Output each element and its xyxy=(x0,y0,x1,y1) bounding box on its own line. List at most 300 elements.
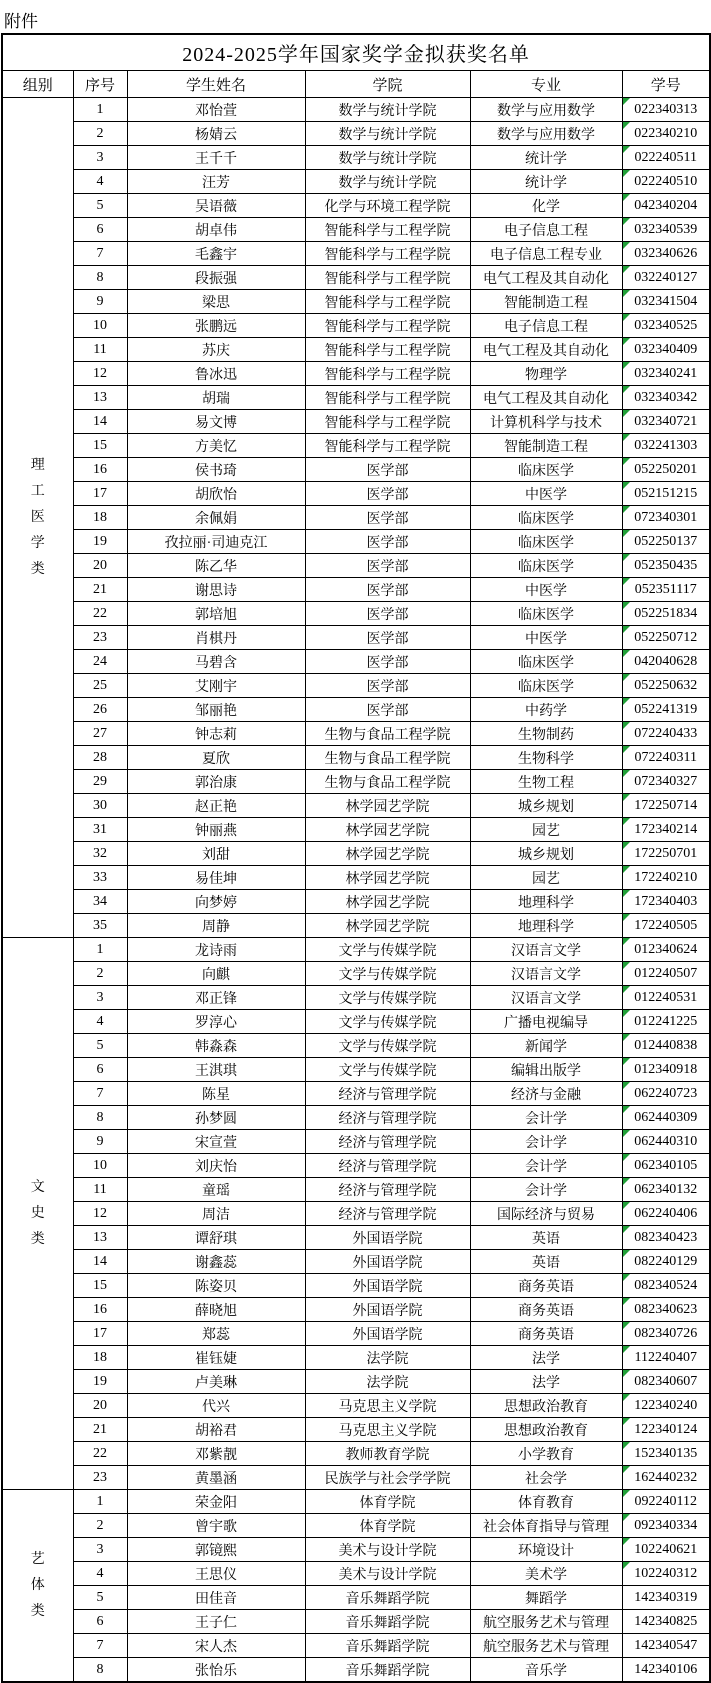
text-format-flag-icon xyxy=(623,722,630,729)
student-id-cell: 092340334 xyxy=(622,1514,710,1538)
major-cell: 中医学 xyxy=(470,578,622,602)
college-cell: 林学园艺学院 xyxy=(305,842,470,866)
text-format-flag-icon xyxy=(623,794,630,801)
table-row xyxy=(2,938,710,962)
table-row xyxy=(2,698,710,722)
text-format-flag-icon xyxy=(623,506,630,513)
table-row xyxy=(2,842,710,866)
row-index: 22 xyxy=(73,602,127,626)
text-format-flag-icon xyxy=(623,362,630,369)
text-format-flag-icon xyxy=(623,1130,630,1137)
college-cell: 医学部 xyxy=(305,554,470,578)
student-name: 易佳坤 xyxy=(127,866,305,890)
text-format-flag-icon xyxy=(623,242,630,249)
text-format-flag-icon xyxy=(623,1178,630,1185)
major-cell: 体育教育 xyxy=(470,1490,622,1514)
student-id-cell: 152340135 xyxy=(622,1442,710,1466)
row-index: 20 xyxy=(73,554,127,578)
major-cell: 生物科学 xyxy=(470,746,622,770)
table-body xyxy=(2,98,710,1683)
table-row xyxy=(2,1058,710,1082)
major-cell: 小学教育 xyxy=(470,1442,622,1466)
college-cell: 医学部 xyxy=(305,458,470,482)
group-label: 文 史 类 xyxy=(2,938,73,1490)
student-name: 杨婧云 xyxy=(127,122,305,146)
text-format-flag-icon xyxy=(623,1442,630,1449)
student-name: 邓紫靓 xyxy=(127,1442,305,1466)
student-name: 王思仪 xyxy=(127,1562,305,1586)
table-row xyxy=(2,218,710,242)
major-cell: 汉语言文学 xyxy=(470,938,622,962)
row-index: 32 xyxy=(73,842,127,866)
row-index: 3 xyxy=(73,986,127,1010)
student-id-cell: 032340525 xyxy=(622,314,710,338)
student-id-cell: 052250632 xyxy=(622,674,710,698)
row-index: 15 xyxy=(73,1274,127,1298)
major-cell: 英语 xyxy=(470,1226,622,1250)
student-name: 梁思 xyxy=(127,290,305,314)
student-name: 陈乙华 xyxy=(127,554,305,578)
student-id-cell: 032340721 xyxy=(622,410,710,434)
college-cell: 文学与传媒学院 xyxy=(305,1010,470,1034)
college-cell: 经济与管理学院 xyxy=(305,1106,470,1130)
major-cell: 智能制造工程 xyxy=(470,290,622,314)
row-index: 34 xyxy=(73,890,127,914)
student-name: 毛鑫宇 xyxy=(127,242,305,266)
row-index: 3 xyxy=(73,1538,127,1562)
text-format-flag-icon xyxy=(623,338,630,345)
table-row xyxy=(2,1082,710,1106)
major-cell: 中医学 xyxy=(470,482,622,506)
student-id-cell: 082240129 xyxy=(622,1250,710,1274)
major-cell: 音乐学 xyxy=(470,1658,622,1683)
college-cell: 文学与传媒学院 xyxy=(305,1058,470,1082)
college-cell: 外国语学院 xyxy=(305,1250,470,1274)
table-row xyxy=(2,1442,710,1466)
table-row xyxy=(2,1202,710,1226)
text-format-flag-icon xyxy=(623,410,630,417)
college-cell: 林学园艺学院 xyxy=(305,818,470,842)
college-cell: 数学与统计学院 xyxy=(305,122,470,146)
major-cell: 统计学 xyxy=(470,170,622,194)
table-row xyxy=(2,506,710,530)
college-cell: 医学部 xyxy=(305,650,470,674)
table-row xyxy=(2,170,710,194)
table-row xyxy=(2,98,710,122)
table-row xyxy=(2,1034,710,1058)
table-row xyxy=(2,626,710,650)
text-format-flag-icon xyxy=(623,98,630,105)
table-row xyxy=(2,554,710,578)
table-row xyxy=(2,1610,710,1634)
student-name: 胡裕君 xyxy=(127,1418,305,1442)
student-name: 胡欣怡 xyxy=(127,482,305,506)
table-row xyxy=(2,194,710,218)
table-row xyxy=(2,338,710,362)
row-index: 31 xyxy=(73,818,127,842)
text-format-flag-icon xyxy=(623,1322,630,1329)
major-cell: 商务英语 xyxy=(470,1322,622,1346)
row-index: 9 xyxy=(73,290,127,314)
row-index: 21 xyxy=(73,1418,127,1442)
student-id-cell: 052350435 xyxy=(622,554,710,578)
row-index: 6 xyxy=(73,1058,127,1082)
college-cell: 数学与统计学院 xyxy=(305,146,470,170)
table-row xyxy=(2,674,710,698)
text-format-flag-icon xyxy=(623,1226,630,1233)
student-name: 孜拉丽·司迪克江 xyxy=(127,530,305,554)
student-name: 龙诗雨 xyxy=(127,938,305,962)
scholarship-table xyxy=(1,33,711,1683)
table-row xyxy=(2,1490,710,1514)
table-title-row xyxy=(2,34,710,71)
student-id-cell: 062240723 xyxy=(622,1082,710,1106)
row-index: 7 xyxy=(73,1082,127,1106)
table-row xyxy=(2,1586,710,1610)
row-index: 19 xyxy=(73,530,127,554)
student-id-cell: 082340423 xyxy=(622,1226,710,1250)
table-row xyxy=(2,482,710,506)
major-cell: 统计学 xyxy=(470,146,622,170)
student-name: 余佩娟 xyxy=(127,506,305,530)
major-cell: 生物工程 xyxy=(470,770,622,794)
college-cell: 外国语学院 xyxy=(305,1274,470,1298)
row-index: 23 xyxy=(73,1466,127,1490)
student-name: 孙梦圆 xyxy=(127,1106,305,1130)
student-id-cell: 062440310 xyxy=(622,1130,710,1154)
student-name: 宋人杰 xyxy=(127,1634,305,1658)
student-id-cell: 012240531 xyxy=(622,986,710,1010)
row-index: 27 xyxy=(73,722,127,746)
row-index: 33 xyxy=(73,866,127,890)
text-format-flag-icon xyxy=(623,290,630,297)
student-id-cell: 142340547 xyxy=(622,1634,710,1658)
major-cell: 电子信息工程 xyxy=(470,218,622,242)
major-cell: 英语 xyxy=(470,1250,622,1274)
text-format-flag-icon xyxy=(623,914,630,921)
student-id-cell: 062340105 xyxy=(622,1154,710,1178)
text-format-flag-icon xyxy=(623,1010,630,1017)
student-name: 郭镜熙 xyxy=(127,1538,305,1562)
student-id-cell: 082340524 xyxy=(622,1274,710,1298)
college-cell: 外国语学院 xyxy=(305,1226,470,1250)
college-cell: 音乐舞蹈学院 xyxy=(305,1610,470,1634)
student-id-cell: 092240112 xyxy=(622,1490,710,1514)
row-index: 4 xyxy=(73,1562,127,1586)
college-cell: 数学与统计学院 xyxy=(305,170,470,194)
table-row xyxy=(2,1250,710,1274)
student-name: 罗淳心 xyxy=(127,1010,305,1034)
table-row xyxy=(2,914,710,938)
text-format-flag-icon xyxy=(623,890,630,897)
student-id-cell: 052250201 xyxy=(622,458,710,482)
row-index: 10 xyxy=(73,314,127,338)
college-cell: 智能科学与工程学院 xyxy=(305,386,470,410)
student-id-cell: 122340124 xyxy=(622,1418,710,1442)
student-name: 童瑶 xyxy=(127,1178,305,1202)
major-cell: 商务英语 xyxy=(470,1274,622,1298)
row-index: 5 xyxy=(73,1034,127,1058)
table-row xyxy=(2,578,710,602)
row-index: 19 xyxy=(73,1370,127,1394)
column-header-major: 专业 xyxy=(470,71,622,98)
text-format-flag-icon xyxy=(623,818,630,825)
college-cell: 外国语学院 xyxy=(305,1298,470,1322)
column-header-student-name: 学生姓名 xyxy=(127,71,305,98)
major-cell: 社会体育指导与管理 xyxy=(470,1514,622,1538)
college-cell: 林学园艺学院 xyxy=(305,914,470,938)
text-format-flag-icon xyxy=(623,1514,630,1521)
student-id-cell: 012440838 xyxy=(622,1034,710,1058)
text-format-flag-icon xyxy=(623,122,630,129)
student-id-cell: 062340132 xyxy=(622,1178,710,1202)
row-index: 18 xyxy=(73,506,127,530)
table-row xyxy=(2,1154,710,1178)
college-cell: 智能科学与工程学院 xyxy=(305,266,470,290)
student-name: 向梦婷 xyxy=(127,890,305,914)
table-row xyxy=(2,434,710,458)
table-row xyxy=(2,1394,710,1418)
table-row xyxy=(2,1178,710,1202)
student-name: 段振强 xyxy=(127,266,305,290)
text-format-flag-icon xyxy=(623,482,630,489)
row-index: 21 xyxy=(73,578,127,602)
student-name: 崔钰婕 xyxy=(127,1346,305,1370)
student-id-cell: 172240210 xyxy=(622,866,710,890)
row-index: 23 xyxy=(73,626,127,650)
college-cell: 生物与食品工程学院 xyxy=(305,722,470,746)
student-id-cell: 032340342 xyxy=(622,386,710,410)
student-name: 陈姿贝 xyxy=(127,1274,305,1298)
student-id-cell: 052151215 xyxy=(622,482,710,506)
college-cell: 智能科学与工程学院 xyxy=(305,242,470,266)
student-name: 刘甜 xyxy=(127,842,305,866)
table-row xyxy=(2,1226,710,1250)
student-id-cell: 042340204 xyxy=(622,194,710,218)
college-cell: 医学部 xyxy=(305,506,470,530)
major-cell: 临床医学 xyxy=(470,530,622,554)
college-cell: 文学与传媒学院 xyxy=(305,938,470,962)
student-id-cell: 082340607 xyxy=(622,1370,710,1394)
college-cell: 文学与传媒学院 xyxy=(305,1034,470,1058)
student-id-cell: 142340319 xyxy=(622,1586,710,1610)
major-cell: 环境设计 xyxy=(470,1538,622,1562)
table-row xyxy=(2,266,710,290)
table-row xyxy=(2,1514,710,1538)
student-id-cell: 072340327 xyxy=(622,770,710,794)
row-index: 16 xyxy=(73,1298,127,1322)
student-name: 谭舒琪 xyxy=(127,1226,305,1250)
college-cell: 医学部 xyxy=(305,578,470,602)
text-format-flag-icon xyxy=(623,1490,630,1497)
student-name: 王子仁 xyxy=(127,1610,305,1634)
text-format-flag-icon xyxy=(623,938,630,945)
student-id-cell: 012241225 xyxy=(622,1010,710,1034)
student-id-cell: 102240621 xyxy=(622,1538,710,1562)
row-index: 10 xyxy=(73,1154,127,1178)
table-row xyxy=(2,1322,710,1346)
text-format-flag-icon xyxy=(623,746,630,753)
table-row xyxy=(2,242,710,266)
row-index: 22 xyxy=(73,1442,127,1466)
row-index: 13 xyxy=(73,1226,127,1250)
text-format-flag-icon xyxy=(623,1298,630,1305)
row-index: 18 xyxy=(73,1346,127,1370)
table-title: 2024-2025学年国家奖学金拟获奖名单 xyxy=(2,34,710,71)
row-index: 4 xyxy=(73,1010,127,1034)
table-row xyxy=(2,866,710,890)
student-name: 王千千 xyxy=(127,146,305,170)
college-cell: 体育学院 xyxy=(305,1490,470,1514)
table-row xyxy=(2,722,710,746)
student-id-cell: 032240127 xyxy=(622,266,710,290)
student-name: 周静 xyxy=(127,914,305,938)
table-row xyxy=(2,1130,710,1154)
major-cell: 临床医学 xyxy=(470,674,622,698)
column-header-index: 序号 xyxy=(73,71,127,98)
student-name: 王淇琪 xyxy=(127,1058,305,1082)
group-label: 理 工 医 学 类 xyxy=(2,98,73,938)
text-format-flag-icon xyxy=(623,698,630,705)
table-row xyxy=(2,1010,710,1034)
major-cell: 化学 xyxy=(470,194,622,218)
student-name: 赵正艳 xyxy=(127,794,305,818)
major-cell: 临床医学 xyxy=(470,650,622,674)
major-cell: 法学 xyxy=(470,1370,622,1394)
student-id-cell: 022240511 xyxy=(622,146,710,170)
student-name: 谢鑫蕊 xyxy=(127,1250,305,1274)
student-name: 宋宣萱 xyxy=(127,1130,305,1154)
text-format-flag-icon xyxy=(623,530,630,537)
student-name: 马碧含 xyxy=(127,650,305,674)
college-cell: 教师教育学院 xyxy=(305,1442,470,1466)
row-index: 17 xyxy=(73,482,127,506)
college-cell: 智能科学与工程学院 xyxy=(305,290,470,314)
student-name: 苏庆 xyxy=(127,338,305,362)
row-index: 14 xyxy=(73,410,127,434)
student-name: 邓怡萱 xyxy=(127,98,305,122)
major-cell: 思想政治教育 xyxy=(470,1394,622,1418)
major-cell: 会计学 xyxy=(470,1106,622,1130)
table-row xyxy=(2,314,710,338)
student-id-cell: 142340106 xyxy=(622,1658,710,1683)
text-format-flag-icon xyxy=(623,866,630,873)
college-cell: 医学部 xyxy=(305,674,470,698)
student-name: 谢思诗 xyxy=(127,578,305,602)
major-cell: 物理学 xyxy=(470,362,622,386)
student-id-cell: 022340313 xyxy=(622,98,710,122)
major-cell: 城乡规划 xyxy=(470,794,622,818)
major-cell: 临床医学 xyxy=(470,602,622,626)
major-cell: 电气工程及其自动化 xyxy=(470,338,622,362)
major-cell: 计算机科学与技术 xyxy=(470,410,622,434)
college-cell: 马克思主义学院 xyxy=(305,1394,470,1418)
row-index: 1 xyxy=(73,938,127,962)
student-id-cell: 022240510 xyxy=(622,170,710,194)
major-cell: 广播电视编导 xyxy=(470,1010,622,1034)
student-name: 荣金阳 xyxy=(127,1490,305,1514)
major-cell: 园艺 xyxy=(470,866,622,890)
student-name: 汪芳 xyxy=(127,170,305,194)
major-cell: 生物制药 xyxy=(470,722,622,746)
student-name: 卢美琳 xyxy=(127,1370,305,1394)
major-cell: 会计学 xyxy=(470,1154,622,1178)
table-row xyxy=(2,986,710,1010)
major-cell: 中医学 xyxy=(470,626,622,650)
row-index: 13 xyxy=(73,386,127,410)
student-name: 钟丽燕 xyxy=(127,818,305,842)
student-id-cell: 032341504 xyxy=(622,290,710,314)
major-cell: 电气工程及其自动化 xyxy=(470,266,622,290)
college-cell: 林学园艺学院 xyxy=(305,890,470,914)
student-id-cell: 112240407 xyxy=(622,1346,710,1370)
student-name: 张鹏远 xyxy=(127,314,305,338)
row-index: 25 xyxy=(73,674,127,698)
student-id-cell: 172340214 xyxy=(622,818,710,842)
row-index: 24 xyxy=(73,650,127,674)
college-cell: 林学园艺学院 xyxy=(305,866,470,890)
major-cell: 经济与金融 xyxy=(470,1082,622,1106)
table-row xyxy=(2,1274,710,1298)
table-row xyxy=(2,770,710,794)
row-index: 30 xyxy=(73,794,127,818)
student-id-cell: 032340626 xyxy=(622,242,710,266)
student-name: 胡瑞 xyxy=(127,386,305,410)
table-row xyxy=(2,1634,710,1658)
table-row xyxy=(2,1346,710,1370)
student-id-cell: 172250714 xyxy=(622,794,710,818)
major-cell: 电子信息工程专业 xyxy=(470,242,622,266)
table-row xyxy=(2,1370,710,1394)
student-id-cell: 082340623 xyxy=(622,1298,710,1322)
text-format-flag-icon xyxy=(623,1250,630,1257)
column-header-group: 组别 xyxy=(2,71,73,98)
college-cell: 经济与管理学院 xyxy=(305,1082,470,1106)
student-id-cell: 012240507 xyxy=(622,962,710,986)
row-index: 9 xyxy=(73,1130,127,1154)
major-cell: 思想政治教育 xyxy=(470,1418,622,1442)
text-format-flag-icon xyxy=(623,1346,630,1353)
major-cell: 会计学 xyxy=(470,1178,622,1202)
text-format-flag-icon xyxy=(623,146,630,153)
college-cell: 智能科学与工程学院 xyxy=(305,434,470,458)
major-cell: 会计学 xyxy=(470,1130,622,1154)
row-index: 14 xyxy=(73,1250,127,1274)
row-index: 29 xyxy=(73,770,127,794)
row-index: 8 xyxy=(73,1106,127,1130)
text-format-flag-icon xyxy=(623,578,630,585)
text-format-flag-icon xyxy=(623,674,630,681)
major-cell: 法学 xyxy=(470,1346,622,1370)
row-index: 20 xyxy=(73,1394,127,1418)
table-row xyxy=(2,962,710,986)
text-format-flag-icon xyxy=(623,386,630,393)
table-row xyxy=(2,890,710,914)
student-id-cell: 172340403 xyxy=(622,890,710,914)
college-cell: 经济与管理学院 xyxy=(305,1202,470,1226)
student-name: 向麒 xyxy=(127,962,305,986)
college-cell: 音乐舞蹈学院 xyxy=(305,1634,470,1658)
row-index: 12 xyxy=(73,362,127,386)
student-id-cell: 062240406 xyxy=(622,1202,710,1226)
text-format-flag-icon xyxy=(623,1370,630,1377)
student-id-cell: 172250701 xyxy=(622,842,710,866)
text-format-flag-icon xyxy=(623,962,630,969)
group-label: 艺 体 类 xyxy=(2,1490,73,1683)
row-index: 35 xyxy=(73,914,127,938)
student-id-cell: 042040628 xyxy=(622,650,710,674)
text-format-flag-icon xyxy=(623,602,630,609)
